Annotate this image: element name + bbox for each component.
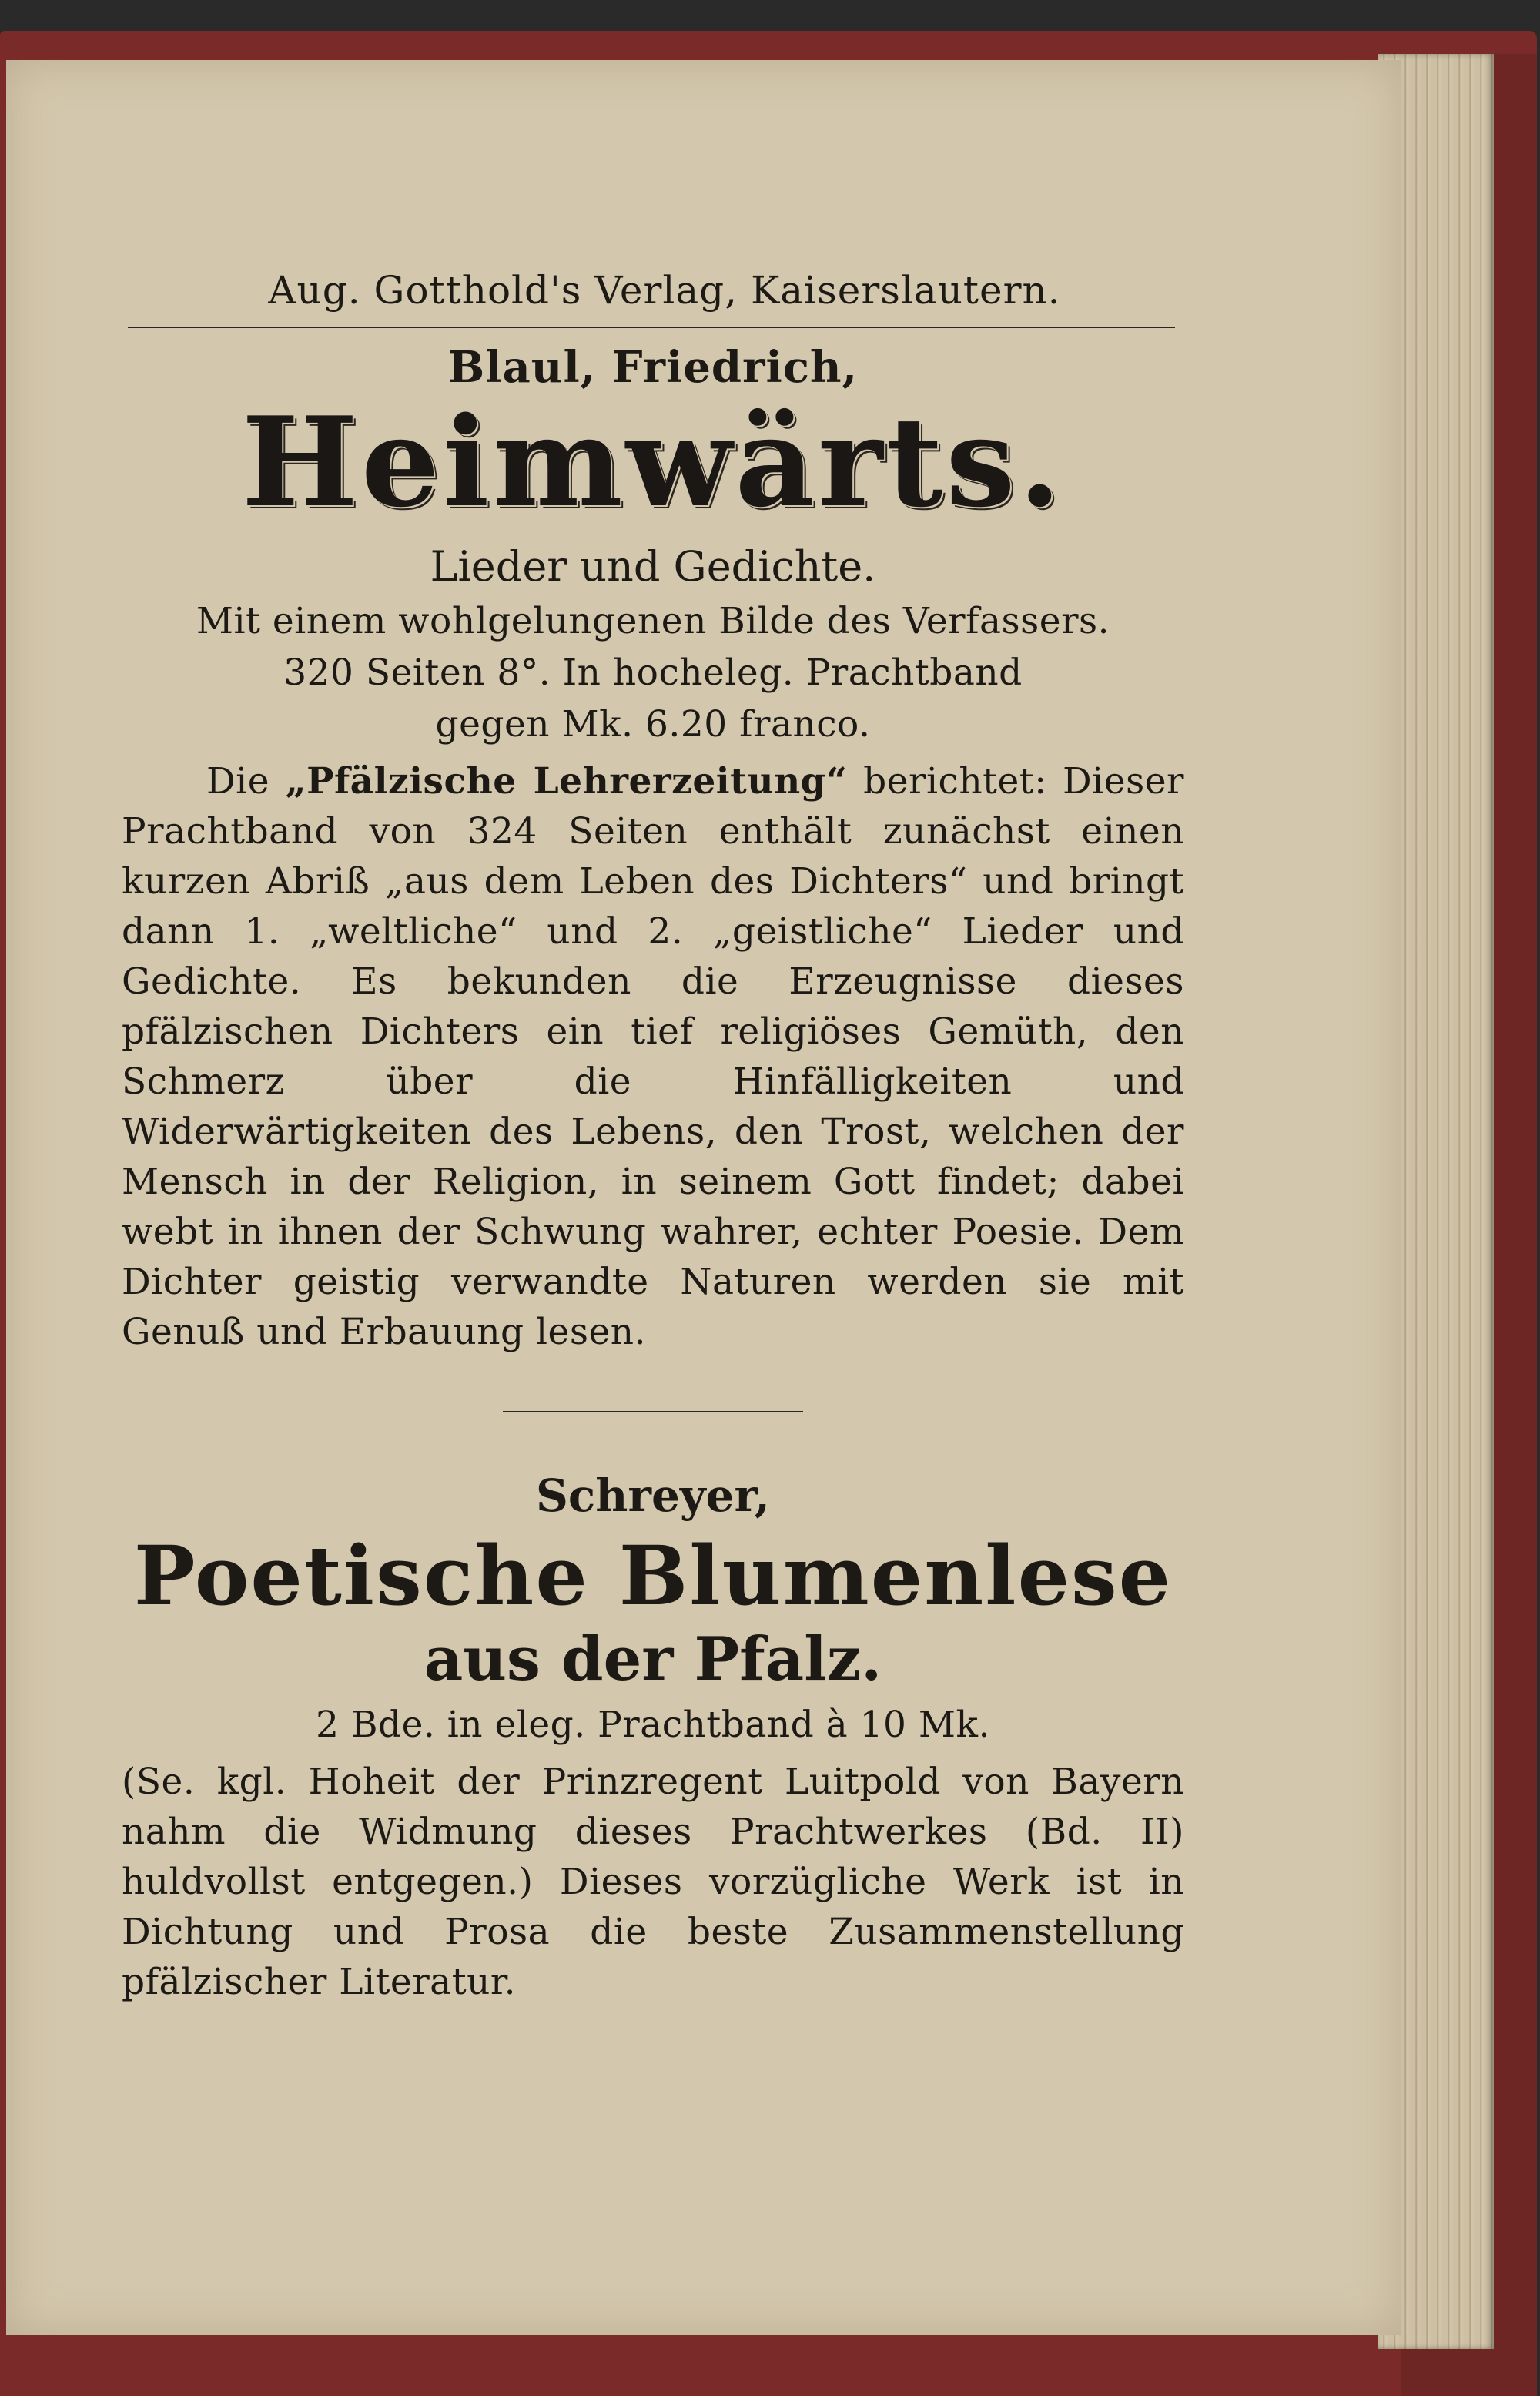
- entry2-author: Schreyer,: [536, 1469, 770, 1522]
- entry1-author: Blaul, Friedrich,: [447, 342, 859, 393]
- entry1-subtitle: Lieder und Gedichte.: [430, 542, 876, 591]
- header-rule: [128, 327, 1175, 328]
- entry1-price: gegen Mk. 6.20 franco.: [435, 703, 871, 746]
- entry2-format: 2 Bde. in eleg. Prachtband à 10 Mk.: [316, 1703, 990, 1746]
- entry2-title: Poetische Blumenlese: [133, 1527, 1173, 1624]
- entry1-format: 320 Seiten 8°. In hocheleg. Prachtband: [283, 652, 1023, 694]
- review-text: berichtet: Dieser Prachtband von 324 Seiten enthält zunächst einen kurzen Abriß „aus dem Leben des Dichters“ und bringt dann 1. „weltliche“ und 2. „geistliche“ Lieder und Gedichte. Es bekunden die Erzeugnisse dieses pfälzischen Dichters ein tief religiöses Gemüth, den Schmerz über die Hinfälligkeiten und Widerwärtigkeiten des Lebens, den Trost, welchen der Mensch in der Religion, in seinem Gott findet; dabei webt in ihnen der Schwung wahrer, echter Poesie. Dem Dichter geistig verwandte Naturen werden sie mit Genuß und Erbauung lesen.: [122, 760, 1184, 1353]
- book-page: [6, 60, 1401, 2335]
- publisher-header: Aug. Gotthold's Verlag, Kaiserslautern.: [268, 268, 1061, 313]
- review-intro: Die: [206, 760, 286, 803]
- entry1-illustration-note: Mit einem wohlgelungenen Bilde des Verfassers.: [196, 600, 1110, 642]
- section-divider: [503, 1411, 803, 1412]
- entry2-title-cont: aus der Pfalz.: [424, 1624, 882, 1694]
- entry2-note: (Se. kgl. Hoheit der Prinzregent Luitpold von Bayern nahm die Widmung dieses Prachtwerkes (Bd. II) huldvollst entgegen.) Dieses vorzügliche Werk ist in Dichtung und Prosa die beste Zusammenstellung pfälzischer Literatur.: [122, 1760, 1184, 2003]
- review-source: „Pfälzische Lehrerzeitung“: [285, 760, 848, 803]
- entry1-title: Heimwärts.: [241, 390, 1065, 534]
- entry1-review: [122, 756, 1184, 1357]
- page-content: [122, 230, 1184, 2007]
